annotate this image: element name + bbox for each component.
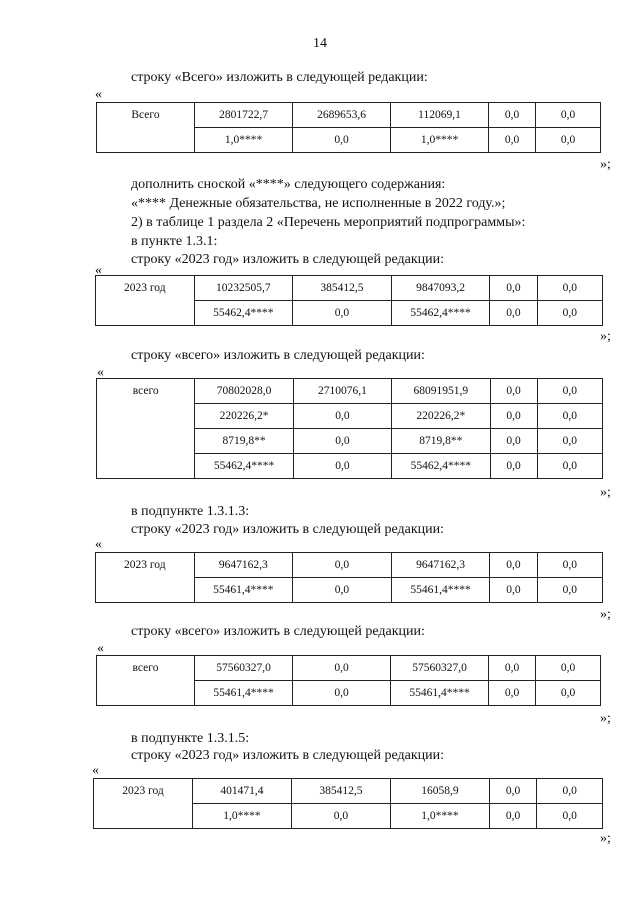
table-cell: 1,0**** <box>391 128 489 153</box>
table-cell: 1,0**** <box>390 804 489 829</box>
table-cell: 0,0 <box>489 779 536 804</box>
table-cell: 10232505,7 <box>194 276 293 301</box>
table-cell: 0,0 <box>490 379 537 404</box>
table-cell: 0,0 <box>490 553 537 578</box>
table-cell: 220226,2* <box>392 404 490 429</box>
table-cell: 0,0 <box>537 454 602 479</box>
data-table <box>96 378 603 479</box>
table-cell: 401471,4 <box>192 779 291 804</box>
instruction-text: строку «всего» изложить в следующей редакции: <box>131 348 425 363</box>
instruction-text: дополнить сноской «****» следующего содержания: <box>131 177 446 192</box>
close-quote: »; <box>600 157 611 172</box>
table-cell: 0,0 <box>537 301 602 326</box>
table-cell: 0,0 <box>490 578 537 603</box>
table-cell: 0,0 <box>291 804 390 829</box>
table-cell: 0,0 <box>489 128 536 153</box>
data-table <box>95 275 603 326</box>
table-cell: 1,0**** <box>192 804 291 829</box>
table-cell: 1,0**** <box>195 128 293 153</box>
table-cell: 0,0 <box>537 429 602 454</box>
row-label: 2023 год <box>96 276 195 326</box>
close-quote: »; <box>600 607 611 622</box>
table-cell: 0,0 <box>536 103 601 128</box>
close-quote: »; <box>600 711 611 726</box>
table-cell: 2710076,1 <box>293 379 391 404</box>
table-cell: 0,0 <box>489 804 536 829</box>
open-quote: « <box>95 263 102 278</box>
row-label: всего <box>97 656 195 706</box>
instruction-text: в подпункте 1.3.1.3: <box>131 504 250 519</box>
table-cell: 0,0 <box>489 681 536 706</box>
table-cell: 0,0 <box>293 656 391 681</box>
table-cell: 0,0 <box>489 656 536 681</box>
table-row <box>97 656 601 681</box>
instruction-text: строку «всего» изложить в следующей редакции: <box>131 624 425 639</box>
table-cell: 0,0 <box>490 276 537 301</box>
table-cell: 0,0 <box>537 404 602 429</box>
table-cell: 0,0 <box>537 379 602 404</box>
close-quote: »; <box>600 831 611 846</box>
table-cell: 0,0 <box>536 128 601 153</box>
table-cell: 0,0 <box>490 429 537 454</box>
table-cell: 0,0 <box>293 404 391 429</box>
close-quote: »; <box>600 485 611 500</box>
open-quote: « <box>97 365 104 380</box>
table-cell: 0,0 <box>490 454 537 479</box>
instruction-text: в подпункте 1.3.1.5: <box>131 731 250 746</box>
row-label: 2023 год <box>96 553 195 603</box>
table-cell: 2689653,6 <box>293 103 391 128</box>
table-cell: 385412,5 <box>291 779 390 804</box>
table-cell: 0,0 <box>537 804 603 829</box>
table-cell: 55462,4**** <box>195 454 293 479</box>
footnote-text: «**** Денежные обязательства, не исполненные в 2022 году.»; <box>131 196 506 211</box>
instruction-text: 2) в таблице 1 раздела 2 «Перечень мероприятий подпрограммы»: <box>131 215 526 230</box>
table-cell: 0,0 <box>537 276 602 301</box>
table-cell: 0,0 <box>293 301 392 326</box>
instruction-text: строку «Всего» изложить в следующей редакции: <box>131 70 428 85</box>
instruction-text: строку «2023 год» изложить в следующей редакции: <box>131 522 444 537</box>
table-cell: 55461,4**** <box>391 681 489 706</box>
table-cell: 70802028,0 <box>195 379 293 404</box>
table-cell: 57560327,0 <box>195 656 293 681</box>
close-quote: »; <box>600 329 611 344</box>
table-cell: 0,0 <box>293 553 392 578</box>
page-number: 14 <box>313 36 327 51</box>
row-label: Всего <box>97 103 195 153</box>
data-table <box>96 102 601 153</box>
table-cell: 220226,2* <box>195 404 293 429</box>
table-cell: 55462,4**** <box>392 454 490 479</box>
table-row <box>96 553 603 578</box>
table-cell: 0,0 <box>293 681 391 706</box>
data-table <box>93 778 603 829</box>
table-cell: 0,0 <box>536 681 601 706</box>
table-cell: 55462,4**** <box>194 301 293 326</box>
table-cell: 2801722,7 <box>195 103 293 128</box>
table-cell: 57560327,0 <box>391 656 489 681</box>
table-cell: 16058,9 <box>390 779 489 804</box>
instruction-text: в пункте 1.3.1: <box>131 234 218 249</box>
table-cell: 55462,4**** <box>391 301 490 326</box>
table-cell: 8719,8** <box>195 429 293 454</box>
table-cell: 8719,8** <box>392 429 490 454</box>
instruction-text: строку «2023 год» изложить в следующей редакции: <box>131 252 444 267</box>
table-row <box>97 103 601 128</box>
open-quote: « <box>92 763 99 778</box>
data-table <box>96 655 601 706</box>
table-cell: 0,0 <box>537 578 602 603</box>
open-quote: « <box>97 641 104 656</box>
table-cell: 0,0 <box>293 429 391 454</box>
table-cell: 68091951,9 <box>392 379 490 404</box>
table-cell: 385412,5 <box>293 276 392 301</box>
table-cell: 0,0 <box>293 454 391 479</box>
table-cell: 0,0 <box>537 553 602 578</box>
row-label: 2023 год <box>94 779 193 829</box>
table-cell: 55461,4**** <box>391 578 490 603</box>
table-cell: 0,0 <box>490 404 537 429</box>
table-row <box>94 779 603 804</box>
table-cell: 0,0 <box>293 578 392 603</box>
table-cell: 9847093,2 <box>391 276 490 301</box>
table-cell: 0,0 <box>490 301 537 326</box>
row-label: всего <box>97 379 195 479</box>
table-cell: 0,0 <box>536 656 601 681</box>
table-row <box>97 379 603 404</box>
data-table <box>95 552 603 603</box>
open-quote: « <box>95 537 102 552</box>
instruction-text: строку «2023 год» изложить в следующей редакции: <box>131 748 444 763</box>
table-cell: 55461,4**** <box>195 681 293 706</box>
table-cell: 0,0 <box>489 103 536 128</box>
table-row <box>96 276 603 301</box>
table-cell: 9647162,3 <box>391 553 490 578</box>
table-cell: 9647162,3 <box>194 553 293 578</box>
table-cell: 0,0 <box>293 128 391 153</box>
table-cell: 55461,4**** <box>194 578 293 603</box>
table-cell: 0,0 <box>537 779 603 804</box>
open-quote: « <box>95 87 102 102</box>
table-cell: 112069,1 <box>391 103 489 128</box>
